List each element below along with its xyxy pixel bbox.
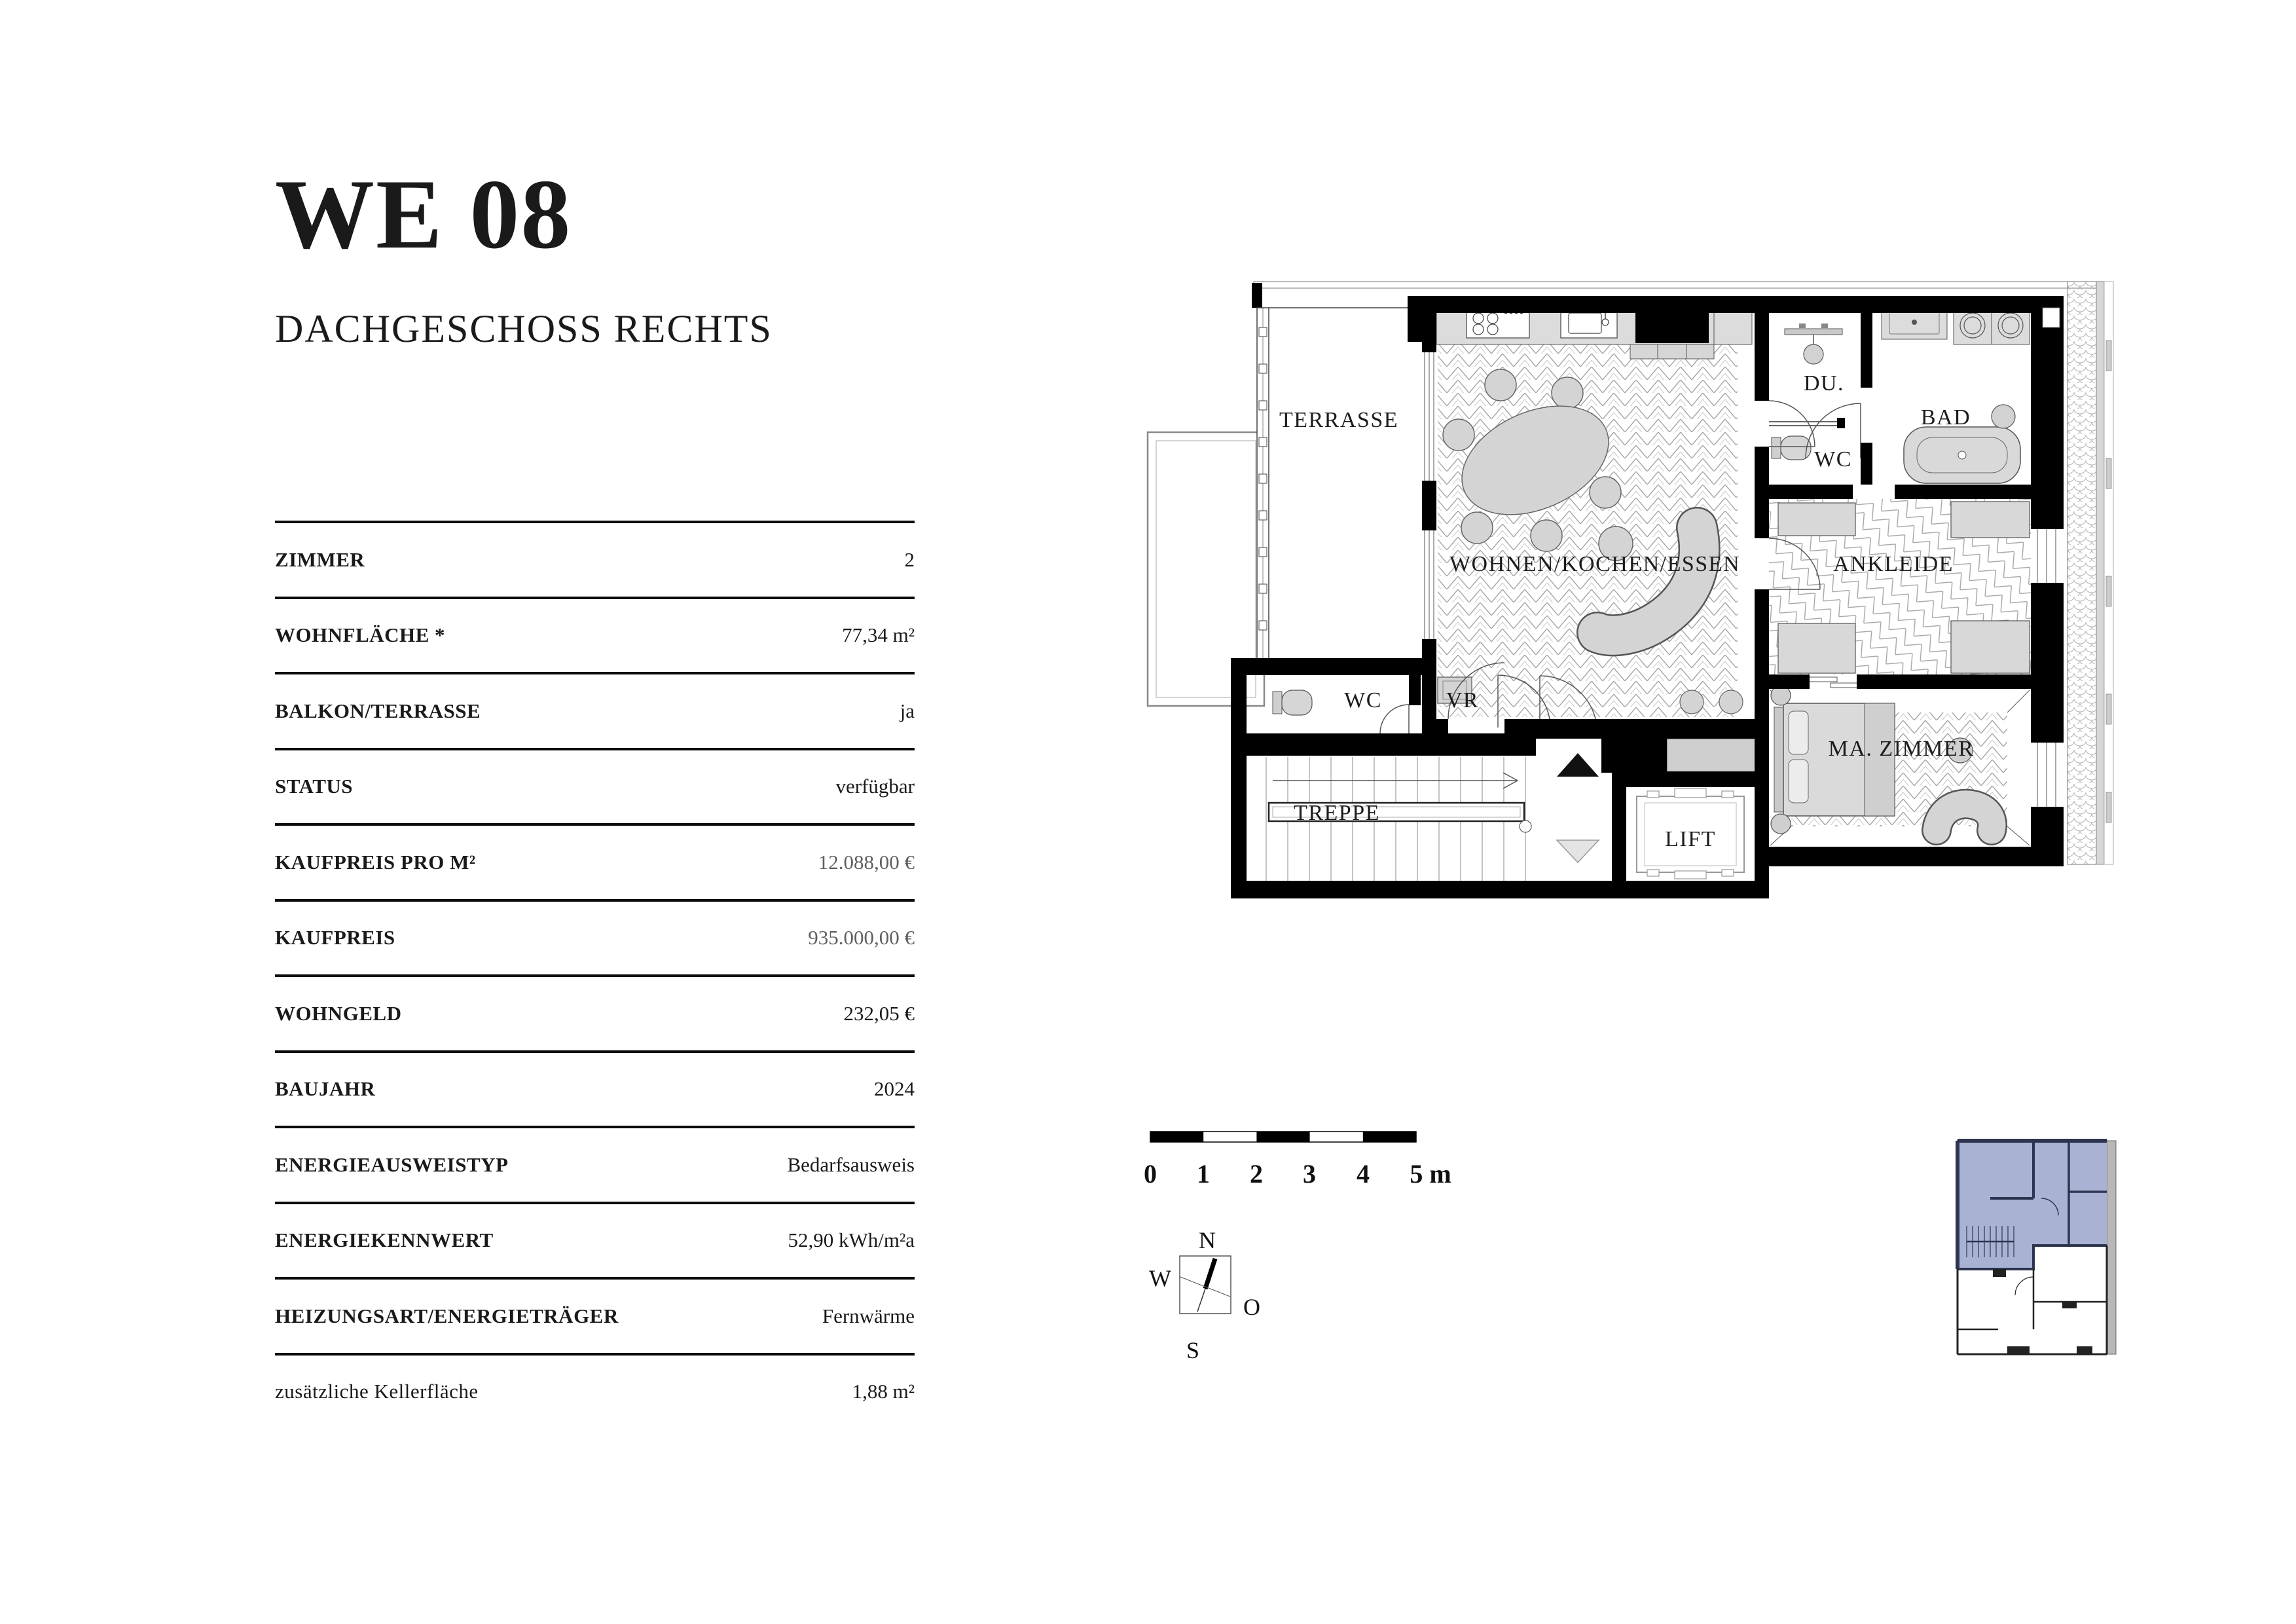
scale-tick: 5 m [1410,1159,1451,1189]
sliding-door [1807,677,1861,688]
terrace [1252,283,1422,659]
row-label: ENERGIEAUSWEISTYP [275,1153,509,1176]
row-value: Fernwärme [822,1304,915,1327]
pouf [1680,690,1704,714]
arrow-up-icon [1557,753,1599,777]
compass [1149,1227,1260,1363]
wardrobe [1951,621,2030,673]
compass-needle [1205,1259,1215,1289]
row-value: 935.000,00 € [808,926,915,950]
compass-o: O [1243,1294,1260,1320]
scale-tick: 1 [1197,1159,1210,1189]
room-label-wohnen: WOHNEN/KOCHEN/ESSEN [1449,552,1741,576]
row-value: 52,90 kWh/m²a [788,1228,915,1252]
stool [1992,405,2015,428]
row-label: zusätzliche Kellerfläche [275,1380,479,1403]
ankleide-room [1769,499,2031,674]
row-value: Bedarfsausweis [787,1153,915,1176]
room-label-terrasse: TERRASSE [1279,408,1399,432]
room-label-treppe: TREPPE [1294,801,1380,825]
row-label: BALKON/TERRASSE [275,699,481,722]
nightstand [1771,814,1791,834]
room-label-ankleide: ANKLEIDE [1833,552,1954,576]
shower-rail [1785,329,1842,335]
row-label: BAUJAHR [275,1077,376,1101]
pillow [1789,760,1808,803]
room-label-wc-bad: WC [1814,447,1852,471]
toilet-cistern [1772,437,1781,458]
scale-bar [1144,1132,1451,1189]
row-label: WOHNGELD [275,1001,402,1025]
room-label-wc: WC [1344,688,1382,712]
row-value: 232,05 € [843,1001,915,1025]
compass-n: N [1199,1227,1216,1253]
room-label-bad: BAD [1920,405,1971,430]
facade-strip [2096,282,2104,864]
arrow-down-icon [1557,840,1599,862]
row-label: WOHNFLÄCHE * [275,623,446,647]
floorplan [1148,282,2113,898]
row-label: KAUFPREIS [275,926,395,950]
wardrobe [1951,502,2030,538]
scale-tick: 2 [1250,1159,1263,1189]
row-value: ja [900,699,915,722]
row-label: ENERGIEKENNWERT [275,1228,494,1252]
row-label: KAUFPREIS PRO M² [275,850,476,874]
scale-tick: 3 [1303,1159,1316,1189]
kitchen-niche [1635,313,1709,343]
overview-map [1958,1141,2116,1354]
compass-w: W [1149,1265,1171,1291]
roof-edge [1254,282,2103,288]
wardrobe [1778,503,1855,536]
toilet [1282,690,1312,715]
page-title: WE 08 [275,159,572,269]
roof-shingles [2068,282,2096,864]
wardrobe [1778,623,1855,673]
room-label-ma-zimmer: MA. ZIMMER [1828,737,1975,761]
row-value: 12.088,00 € [818,850,915,874]
shower-head [1804,344,1823,364]
row-label: STATUS [275,775,354,798]
pouf [1719,690,1743,714]
row-value: 2 [904,547,915,571]
page-subtitle: DACHGESCHOSS RECHTS [275,307,773,350]
pillow [1789,711,1808,754]
room-label-vr: VR [1446,688,1480,712]
row-value: 1,88 m² [852,1380,915,1403]
row-value: verfügbar [835,775,915,798]
row-value: 2024 [874,1077,915,1101]
compass-s: S [1186,1337,1200,1363]
room-label-lift: LIFT [1665,827,1716,851]
row-value: 77,34 m² [842,623,915,647]
row-label: ZIMMER [275,547,365,571]
master-bedroom [1769,686,2031,847]
room-label-du: DU. [1803,371,1845,396]
row-label: HEIZUNGSART/ENERGIETRÄGER [275,1304,619,1327]
bed-headboard [1774,707,1783,812]
scale-tick: 4 [1357,1159,1370,1189]
scale-tick: 0 [1144,1159,1157,1189]
